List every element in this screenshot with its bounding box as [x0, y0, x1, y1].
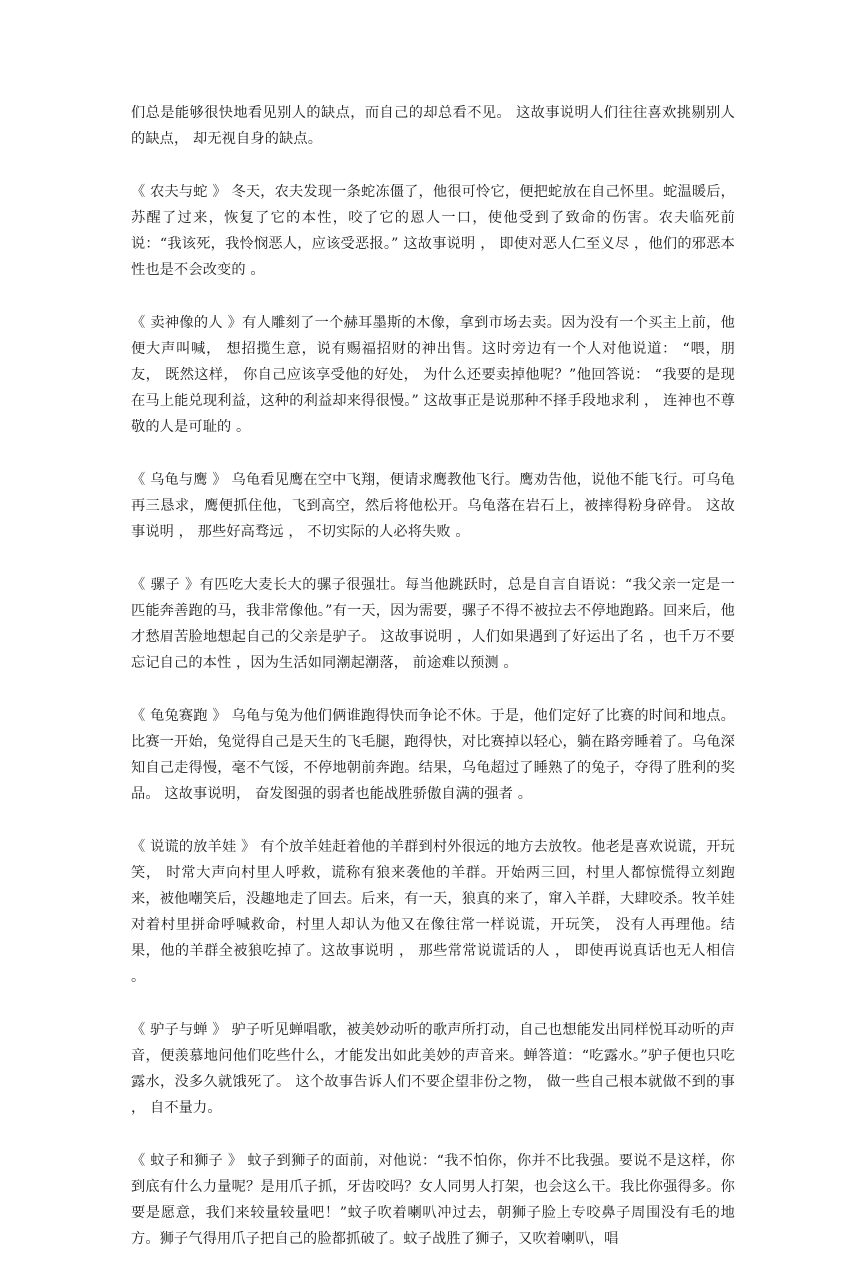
paragraph-tortoise-and-eagle: 《 乌龟与鹰 》 乌龟看见鹰在空中飞翔，便请求鹰教他飞行。鹰劝告他，说他不能飞行。可乌龟再三恳求，鹰便抓住他，飞到高空，然后将他松开。乌龟落在岩石上，被摔得粉身碎骨。 这故事说明 ， 那些好高骛远 ， 不切实际的人必将失败 。	[131, 472, 735, 540]
paragraph-boy-who-cried-wolf: 《 说谎的放羊娃 》 有个放羊娃赶着他的羊群到村外很远的地方去放牧。他老是喜欢说谎，开玩笑， 时常大声向村里人呼救，谎称有狼来袭他的羊群。开始两三回，村里人都惊慌得立刻跑来，被他嘲笑后，没趣地走了回去。后来，有一天，狼真的来了，窜入羊群，大肆咬杀。牧羊娃对着村里拼命呼喊救命，村里人却认为他又在像往常一样说谎，开玩笑， 没有人再理他。结果，他的羊群全被狼吃掉了。这故事说明 ， 那些常常说谎话的人 ， 即使再说真话也无人相信 。	[131, 839, 735, 985]
document-page	[131, 100, 735, 1279]
paragraph-donkey-and-cicada: 《 驴子与蝉 》 驴子听见蝉唱歌，被美妙动听的歌声所打动，自己也想能发出同样悦耳动听的声音，便羡慕地问他们吃些什么，才能发出如此美妙的声音来。蝉答道：“吃露水。”驴子便也只吃露水，没多久就饿死了。 这个故事告诉人们不要企望非份之物， 做一些自己根本就做不到的事 ， 自不量力。	[131, 1022, 735, 1116]
paragraph-intro-fragment: 们总是能够很快地看见别人的缺点，而自己的却总看不见。 这故事说明人们往往喜欢挑剔别人的缺点， 却无视自身的缺点。	[131, 105, 735, 147]
paragraph-statue-seller: 《 卖神像的人 》有人雕刻了一个赫耳墨斯的木像，拿到市场去卖。因为没有一个买主上前，他便大声叫喊， 想招揽生意，说有赐福招财的神出售。这时旁边有一个人对他说道： “喂，朋友， 既然这样， 你自己应该享受他的好处， 为什么还要卖掉他呢？”他回答说： “我要的是现在马上能兑现利益，这种的利益却来得很慢。” 这故事正是说那种不择手段地求利 ， 连神也不尊敬的人是可耻的 。	[131, 315, 735, 435]
paragraph-gnat-and-lion: 《 蚊子和狮子 》 蚊子到狮子的面前，对他说：“我不怕你，你并不比我强。要说不是这样，你到底有什么力量呢？是用爪子抓，牙齿咬吗？女人同男人打架，也会这么干。我比你强得多。你要是愿意，我们来较量较量吧！”蚊子吹着喇叭冲过去，朝狮子脸上专咬鼻子周围没有毛的地方。狮子气得用爪子把自己的脸都抓破了。蚊子战胜了狮子，又吹着喇叭，唱	[131, 1153, 735, 1247]
paragraph-farmer-and-snake: 《 农夫与蛇 》 冬天，农夫发现一条蛇冻僵了，他很可怜它，便把蛇放在自己怀里。蛇温暖后， 苏醒了过来，恢复了它的本性，咬了它的恩人一口，使他受到了致命的伤害。农夫临死前说：“我该死，我怜悯恶人，应该受恶报。” 这故事说明 ， 即使对恶人仁至义尽 ，他们的邪恶本性也是不会改变的 。	[131, 184, 735, 278]
paragraph-mule: 《 骡子 》有匹吃大麦长大的骡子很强壮。每当他跳跃时，总是自言自语说：“我父亲一定是一匹能奔善跑的马，我非常像他。”有一天，因为需要，骡子不得不被拉去不停地跑路。回来后，他才愁眉苦脸地想起自己的父亲是驴子。 这故事说明 ，人们如果遇到了好运出了名 ，也千万不要忘记自己的本性 ，因为生活如同潮起潮落， 前途难以预测 。	[131, 577, 735, 671]
paragraph-tortoise-and-hare: 《 龟兔赛跑 》 乌龟与兔为他们俩谁跑得快而争论不休。于是，他们定好了比赛的时间和地点。 比赛一开始，兔觉得自己是天生的飞毛腿，跑得快，对比赛掉以轻心，躺在路旁睡着了。乌龟深知自己走得慢，毫不气馁，不停地朝前奔跑。结果，乌龟超过了睡熟了的兔子，夺得了胜利的奖品。 这故事说明， 奋发图强的弱者也能战胜骄傲自满的强者 。	[131, 708, 735, 802]
